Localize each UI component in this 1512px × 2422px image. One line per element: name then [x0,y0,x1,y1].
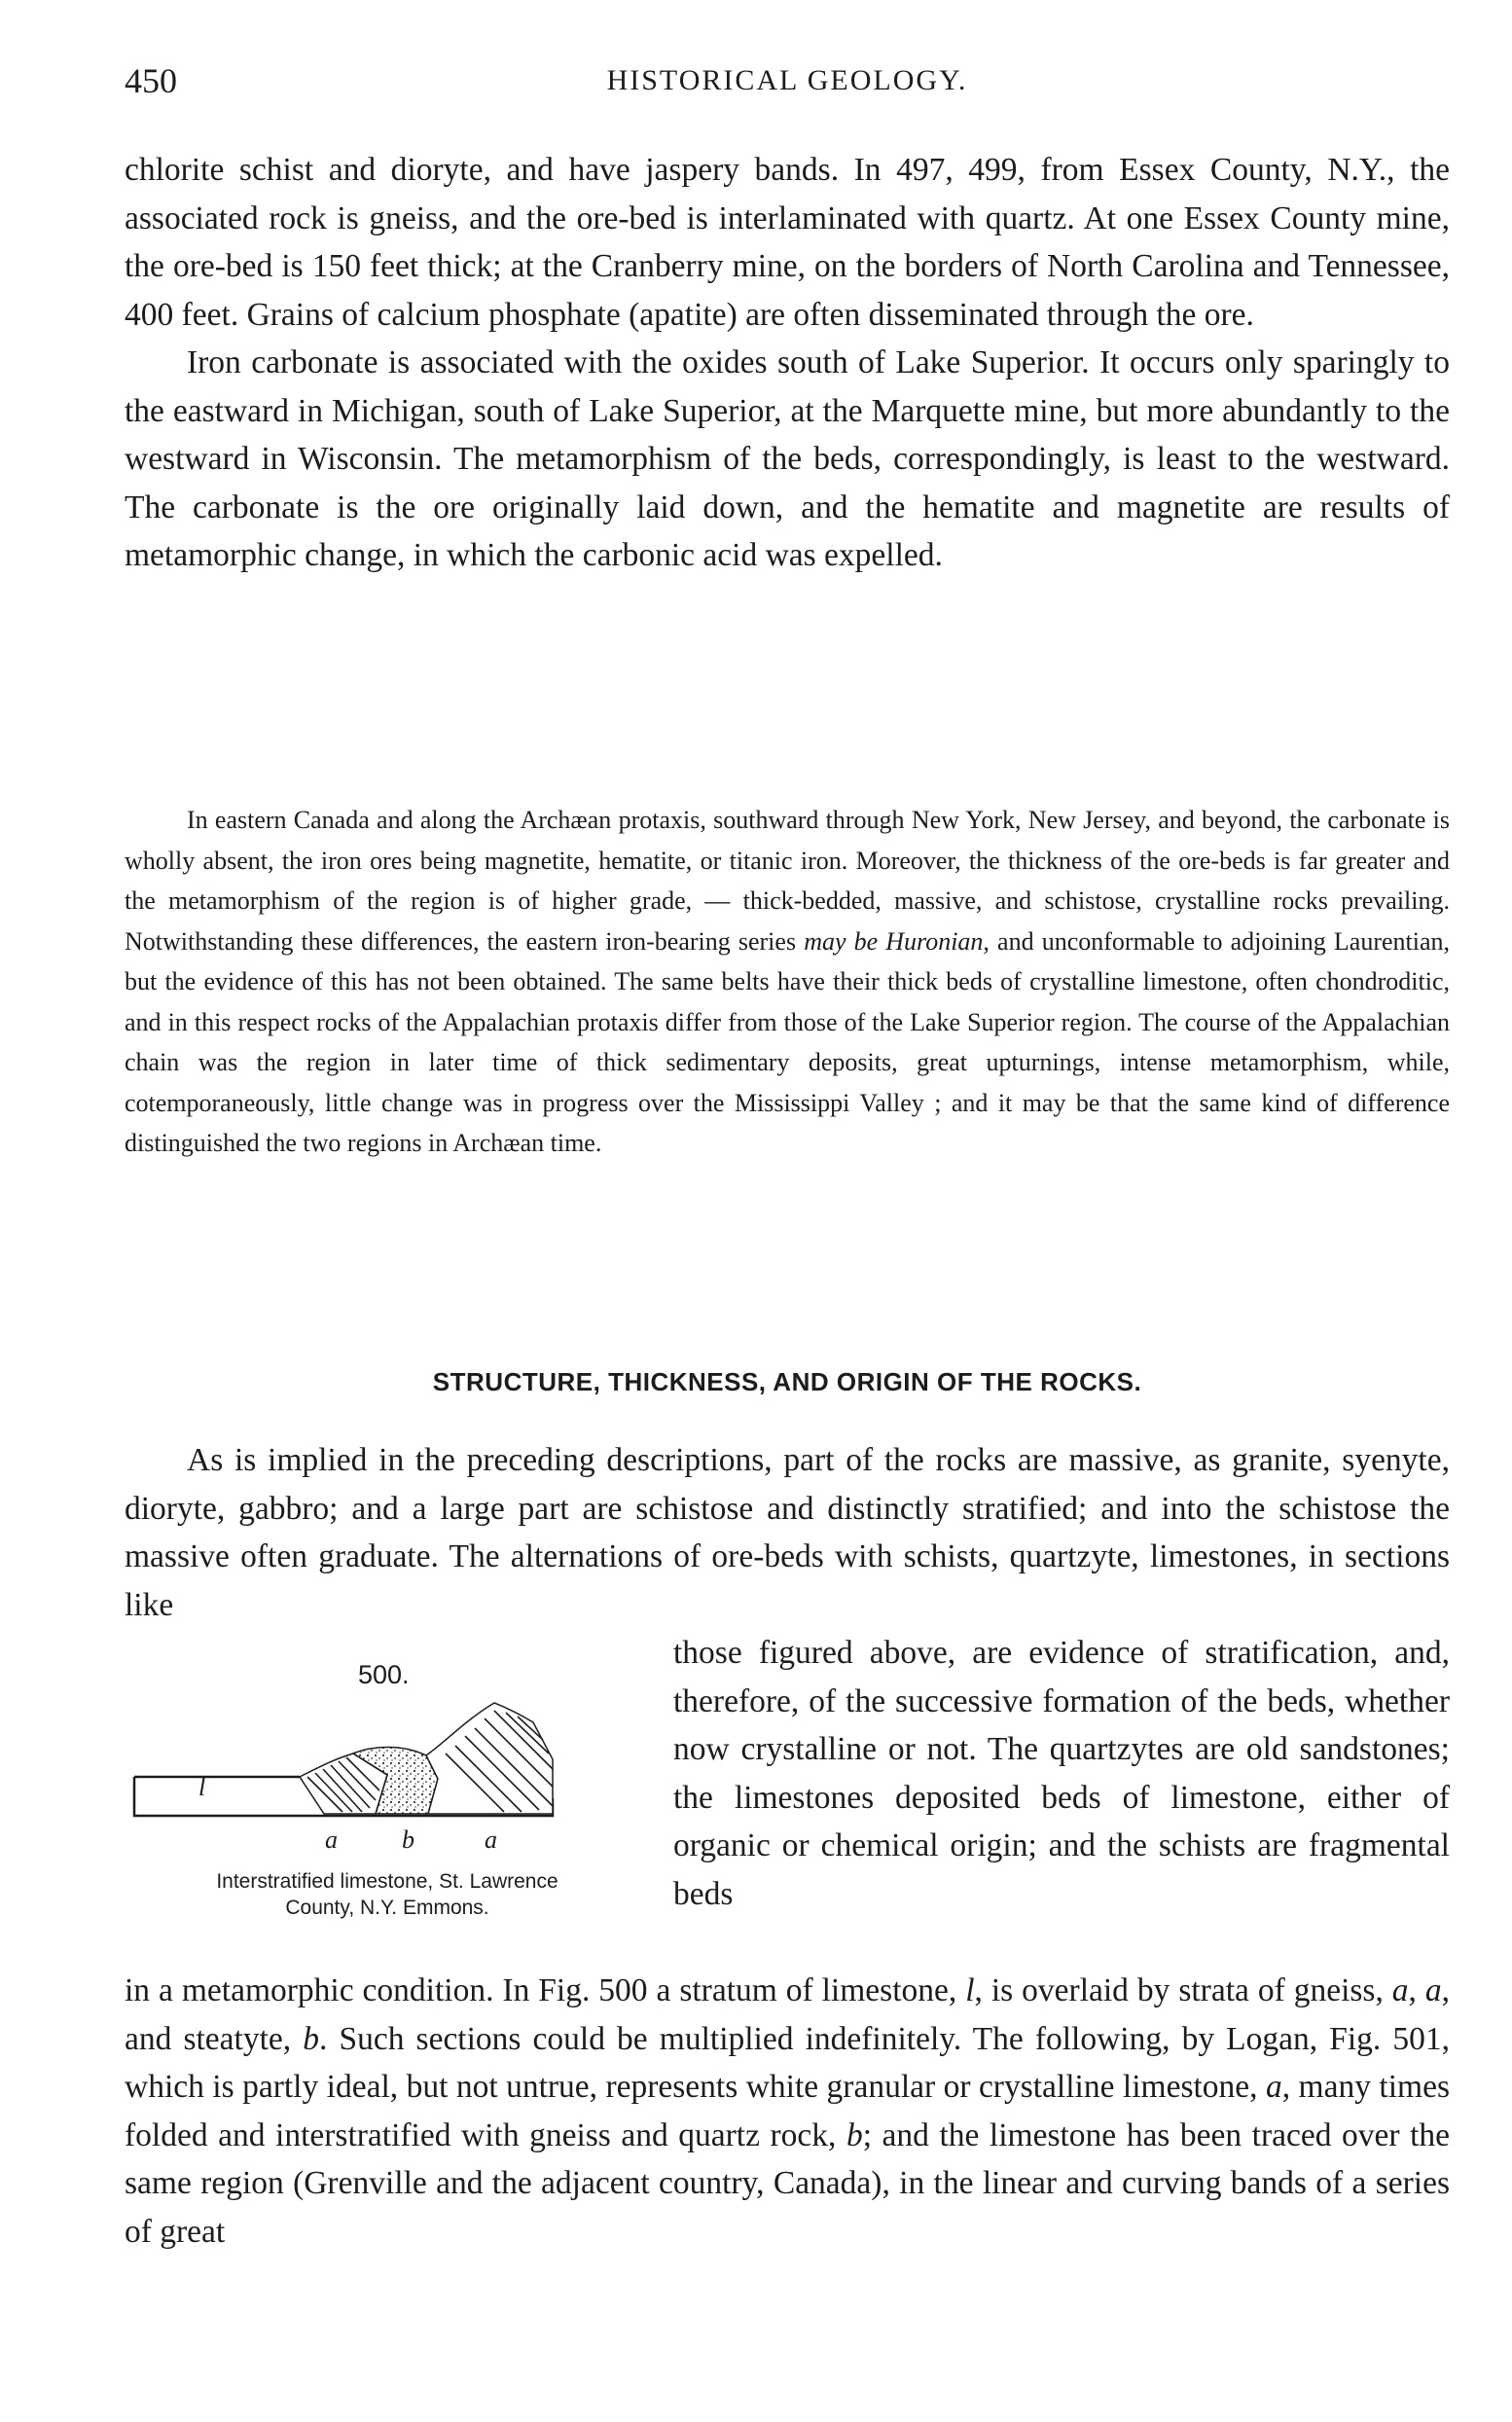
figure-caption-line-2: County, N.Y. Emmons. [285,1897,489,1919]
figure-caption [125,1868,650,1921]
top-body-text [125,146,1450,580]
continued-paragraph: chlorite schist and dioryte, and have jaspery bands. In 497, 499, from Essex County, N.Y., the associated rock is gneiss, and the ore-bed is interlaminated with quartz. At one Essex County mine, the ore-bed is 150 feet thick; at the Cranberry mine, on the borders of North Carolina and Tennessee, 400 feet. Grains of calcium phosphate (apatite) are often disseminated through the ore. [125,152,1450,333]
text-run: in a metamorphic condition. In Fig. 500 a stratum of limestone, [125,1972,966,2008]
small-print-after-italic: and unconformable to adjoining Laurentian, but the evidence of this has not been obtained. The same belts have their thick beds of crystalline limestone, often chondroditic, and in this respect rocks of the Appalachian protaxis differ from those of the Lake Superior region. The course of the Appalachian chain was the region in later time of thick sedimentary deposits, great upturnings, intense metamorphism, while, cotemporaneously, little change was in progress over the Mississippi Valley ; and it may be that the same kind of difference distinguished the two regions in Archæan time. [125,926,1451,1157]
strata-section-illustration [125,1652,650,1876]
text-run: ; and the limestone has been traced over the same region (Grenville and the adjacent country, Canada), in the linear and curving bands of a series of great [125,2116,1450,2250]
text-run: , [1408,1972,1425,2008]
text-run: . Such sections could be multiplied indefinitely. The following, by Logan, Fig. 501, which is partly ideal, but not untrue, represents white granular or crystalline limestone, [125,2020,1450,2105]
text-run: , many times folded and interstratified with gneiss and quartz rock, [125,2069,1450,2153]
label-gneiss-a-left: a [325,1826,338,1854]
figure-number: 500. [358,1660,410,1689]
running-title: HISTORICAL GEOLOGY. [606,64,968,96]
structure-after-figure-text [125,1967,1450,2256]
iron-carbonate-paragraph: Iron carbonate is associated with the oxides south of Lake Superior. It occurs only sparingly to the eastward in Michigan, south of Lake Superior, at the Marquette mine, but more abundantly to the westward in Wisconsin. The metamorphism of the beds, correspondingly, is least to the westward. The carbonate is the ore originally laid down, and the hematite and magnetite are results of metamorphic change, in which the carbonic acid was expelled. [125,344,1450,573]
structure-paragraph-end [125,1967,1450,2256]
label-gneiss-a-right: a [485,1826,497,1854]
label-limestone-l: l [198,1773,206,1801]
italic-letter-b: b [303,2020,319,2057]
figure-500 [125,1652,650,1919]
structure-full-width-text: As is implied in the preceding descriptions, part of the rocks are massive, as granite, syenyte, dioryte, gabbro; and a large part are schistose and distinctly stratified; and into the schistose the massive often graduate. The alternations of ore-beds with schists, quartzyte, limestones, in sections like [125,1442,1450,1623]
figure-wrap-text [673,1629,1450,1918]
italic-letter-l: l [965,1972,975,2008]
page-number: 450 [125,61,177,100]
text-run: , and steatyte, [125,1972,1450,2057]
small-print-before-italic: In eastern Canada and along the Archæan protaxis, southward through New York, New Jersey, and beyond, the carbonate is wholly absent, the iron ores being magnetite, hematite, or titanic iron. Moreover, the thickness of the ore-beds is far greater and the metamorphism of the region is of higher grade, — thick-bedded, massive, and schistose, crystalline rocks prevailing. Notwithstanding these differences, the eastern iron-bearing series [125,806,1450,956]
structure-wrap-text: those figured above, are evidence of stratification, and, therefore, of the successive formation of the beds, whether now crystalline or not. The quartzytes are old sandstones; the limestones deposited beds of limestone, either of organic or chemical origin; and the schists are fragmental beds [673,1635,1450,1912]
small-print-italic: may be Huronian, [804,926,990,956]
italic-letter-a: a [1391,1972,1409,2008]
label-steatyte-b: b [402,1826,414,1854]
italic-letter-b: b [846,2116,863,2153]
small-print-note [125,800,1450,1164]
text-run: , is overlaid by strata of gneiss, [974,1972,1392,2008]
figure-caption-line-1: Interstratified limestone, St. Lawrence [216,1870,558,1893]
page-header [125,60,1450,109]
structure-paragraph-start [125,1436,1450,1629]
small-print-paragraph [125,800,1450,1164]
italic-letter-a: a [1265,2069,1282,2105]
italic-letter-a: a [1424,1972,1442,2008]
section-heading: STRUCTURE, THICKNESS, AND ORIGIN OF THE ROCKS. [432,1367,1142,1396]
